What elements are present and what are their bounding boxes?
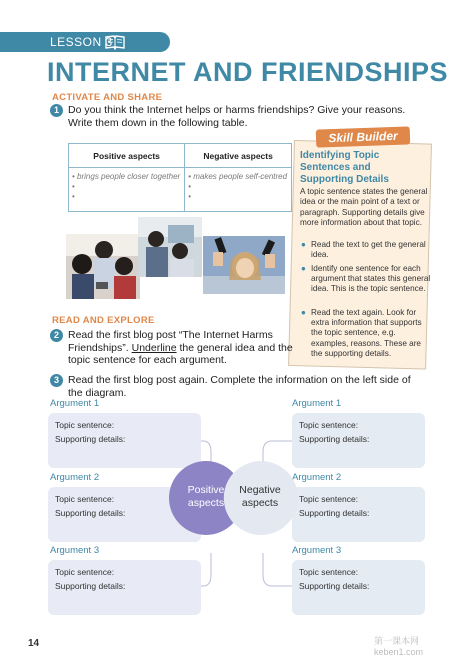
- supporting-details-label: Supporting details:: [299, 434, 370, 444]
- left-argument-3-box[interactable]: [48, 560, 201, 615]
- right-argument-3-label: Argument 3: [292, 545, 342, 556]
- right-argument-1-label: Argument 1: [292, 398, 342, 409]
- supporting-details-label: Supporting details:: [299, 508, 370, 518]
- positive-item: • brings people closer together: [72, 172, 181, 181]
- negative-header: Negative aspects: [185, 144, 292, 168]
- question-3-text: Read the first blog post again. Complete the information on the left side of the diagram.: [68, 374, 411, 399]
- topic-sentence-label: Topic sentence:: [55, 420, 115, 430]
- question-2-text: Read the first blog post “The Internet Harms Friendships”. Underline the general idea and the topic sentence for each argument.: [68, 329, 293, 366]
- negative-aspects-label: Negative aspects: [239, 484, 281, 509]
- bullet-icon: ●: [301, 240, 306, 249]
- left-argument-1-label: Argument 1: [50, 398, 100, 409]
- topic-sentence-label: Topic sentence:: [299, 494, 359, 504]
- question-2-number: 2: [50, 329, 63, 342]
- supporting-details-label: Supporting details:: [55, 508, 126, 518]
- positive-item: •: [72, 192, 75, 201]
- bullet-icon: ●: [301, 308, 306, 317]
- question-1-number: 1: [50, 104, 63, 117]
- negative-item: •: [188, 192, 192, 201]
- bullet-icon: ●: [301, 264, 306, 273]
- topic-sentence-label: Topic sentence:: [299, 420, 359, 430]
- negative-item: •: [188, 182, 192, 191]
- supporting-details-label: Supporting details:: [55, 581, 126, 591]
- positive-item: •: [72, 182, 75, 191]
- positive-aspects-label: Positive aspects: [187, 484, 225, 509]
- question-1-text: Do you think the Internet helps or harms friendships? Give your reasons. Write them down in the following table.: [68, 104, 406, 129]
- skill-bullet: ● Read the text again. Look for extra information that supports the topic sentence, e.g. examples, reasons. These are the supporting details.: [301, 308, 422, 358]
- left-argument-3-label: Argument 3: [50, 545, 100, 556]
- positive-header: Positive aspects: [69, 144, 185, 168]
- page-number: 14: [28, 638, 40, 649]
- skill-bullet: ● Identify one sentence for each argument that states this general idea. This is the topic sentence.: [301, 264, 431, 294]
- topic-sentence-label: Topic sentence:: [299, 567, 359, 577]
- supporting-details-label: Supporting details:: [299, 581, 370, 591]
- negative-item: • makes people self-centred: [188, 172, 288, 181]
- topic-sentence-label: Topic sentence:: [55, 567, 115, 577]
- right-argument-1-box[interactable]: [292, 413, 425, 468]
- skill-builder-intro: A topic sentence states the general idea or the main point of a text or paragraph. Supporting details give more information about that topic.: [300, 187, 428, 227]
- page-title: INTERNET AND FRIENDSHIPS: [47, 57, 449, 87]
- skill-bullet: ● Read the text to get the general idea.: [301, 240, 426, 260]
- skill-builder-title: Identifying Topic Sentences and Supporting Details: [300, 150, 389, 185]
- topic-sentence-label: Topic sentence:: [55, 494, 115, 504]
- lesson-label: LESSON 3: [50, 35, 113, 49]
- right-argument-2-label: Argument 2: [292, 472, 342, 483]
- activate-heading: ACTIVATE AND SHARE: [52, 92, 163, 103]
- right-argument-2-box[interactable]: [292, 487, 425, 542]
- supporting-details-label: Supporting details:: [55, 434, 126, 444]
- explore-heading: READ AND EXPLORE: [52, 315, 155, 326]
- right-argument-3-box[interactable]: [292, 560, 425, 615]
- watermark: 第一课本网 keben1.com: [374, 636, 424, 657]
- skill-builder-tag-label: Skill Builder: [328, 128, 398, 146]
- question-3-number: 3: [50, 374, 63, 387]
- left-argument-2-label: Argument 2: [50, 472, 100, 483]
